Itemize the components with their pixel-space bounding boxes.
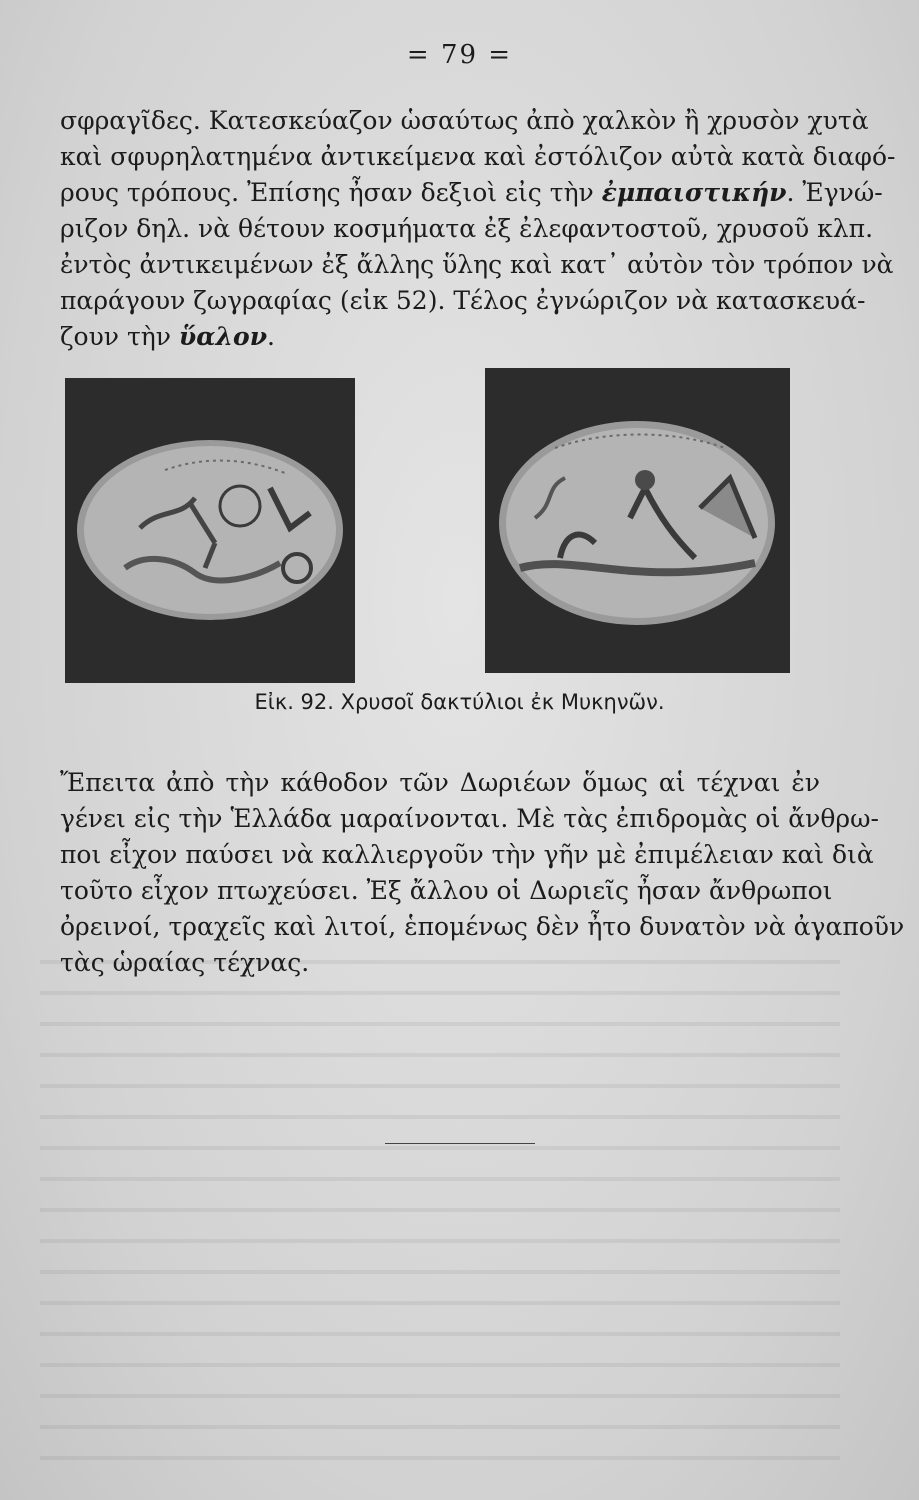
text-line: ἐντὸς ἀντικειμένων ἐξ ἄλλης ὕλης καὶ κατ᾽ αὐτὸν τὸν τρόπον νὰ: [60, 250, 894, 279]
emphasis-term: ἐμπαιστικήν: [601, 178, 787, 207]
paragraph-2: [60, 765, 905, 981]
paragraph-1: [60, 103, 896, 355]
figure-caption: Εἰκ. 92. Χρυσοῖ δακτύλιοι ἐκ Μυκηνῶν.: [254, 690, 665, 714]
text-line: τοῦτο εἶχον πτωχεύσει. Ἐξ ἄλλου οἱ Δωριεῖς ἦσαν ἄνθρωποι: [60, 876, 833, 905]
section-divider: [385, 1143, 535, 1144]
page-number: = 79 =: [406, 40, 513, 70]
text-line: ὀρεινοί, τραχεῖς καὶ λιτοί, ἑπομένως δὲν ἦτο δυνατὸν νὰ ἀγαποῦν: [60, 912, 905, 941]
text-line: [60, 175, 883, 211]
ring-image-left: [65, 378, 355, 683]
ring-right-engraving: [485, 368, 790, 673]
text-line: τὰς ὡραίας τέχνας.: [60, 948, 310, 977]
ring-left-engraving: [65, 378, 355, 683]
ring-image-right: [485, 368, 790, 673]
text-line: ριζον δηλ. νὰ θέτουν κοσμήματα ἐξ ἐλεφαντοστοῦ, χρυσοῦ κλπ.: [60, 214, 874, 243]
text-line: [60, 319, 820, 355]
text-line: σφραγῖδες. Κατεσκεύαζον ὡσαύτως ἀπὸ χαλκὸν ἢ χρυσὸν χυτὰ: [60, 106, 869, 135]
text-line-segment: .: [267, 322, 275, 351]
text-line-segment: . Ἐγνώ-: [786, 178, 883, 207]
bleed-through-text: [40, 940, 840, 1460]
text-line: ποι εἶχον παύσει νὰ καλλιεργοῦν τὴν γῆν μὲ ἐπιμέλειαν καὶ διὰ: [60, 840, 874, 869]
text-line-segment: ρους τρόπους. Ἐπίσης ἦσαν δεξιοὶ εἰς τὴν: [60, 178, 594, 207]
text-line: παράγουν ζωγραφίας (εἰκ 52). Τέλος ἐγνώριζον νὰ κατασκευά-: [60, 286, 866, 315]
text-line: γένει εἰς τὴν Ἑλλάδα μαραίνονται. Μὲ τὰς ἐπιδρομὰς οἱ ἄνθρω-: [60, 804, 879, 833]
text-line: καὶ σφυρηλατημένα ἀντικείμενα καὶ ἐστόλιζον αὐτὰ κατὰ διαφό-: [60, 142, 896, 171]
emphasis-term: ὕαλον: [178, 322, 268, 351]
text-line-segment: ζουν τὴν: [60, 322, 171, 351]
text-line: Ἔπειτα ἀπὸ τὴν κάθοδον τῶν Δωριέων ὅμως αἱ τέχναι ἐν: [60, 768, 820, 797]
